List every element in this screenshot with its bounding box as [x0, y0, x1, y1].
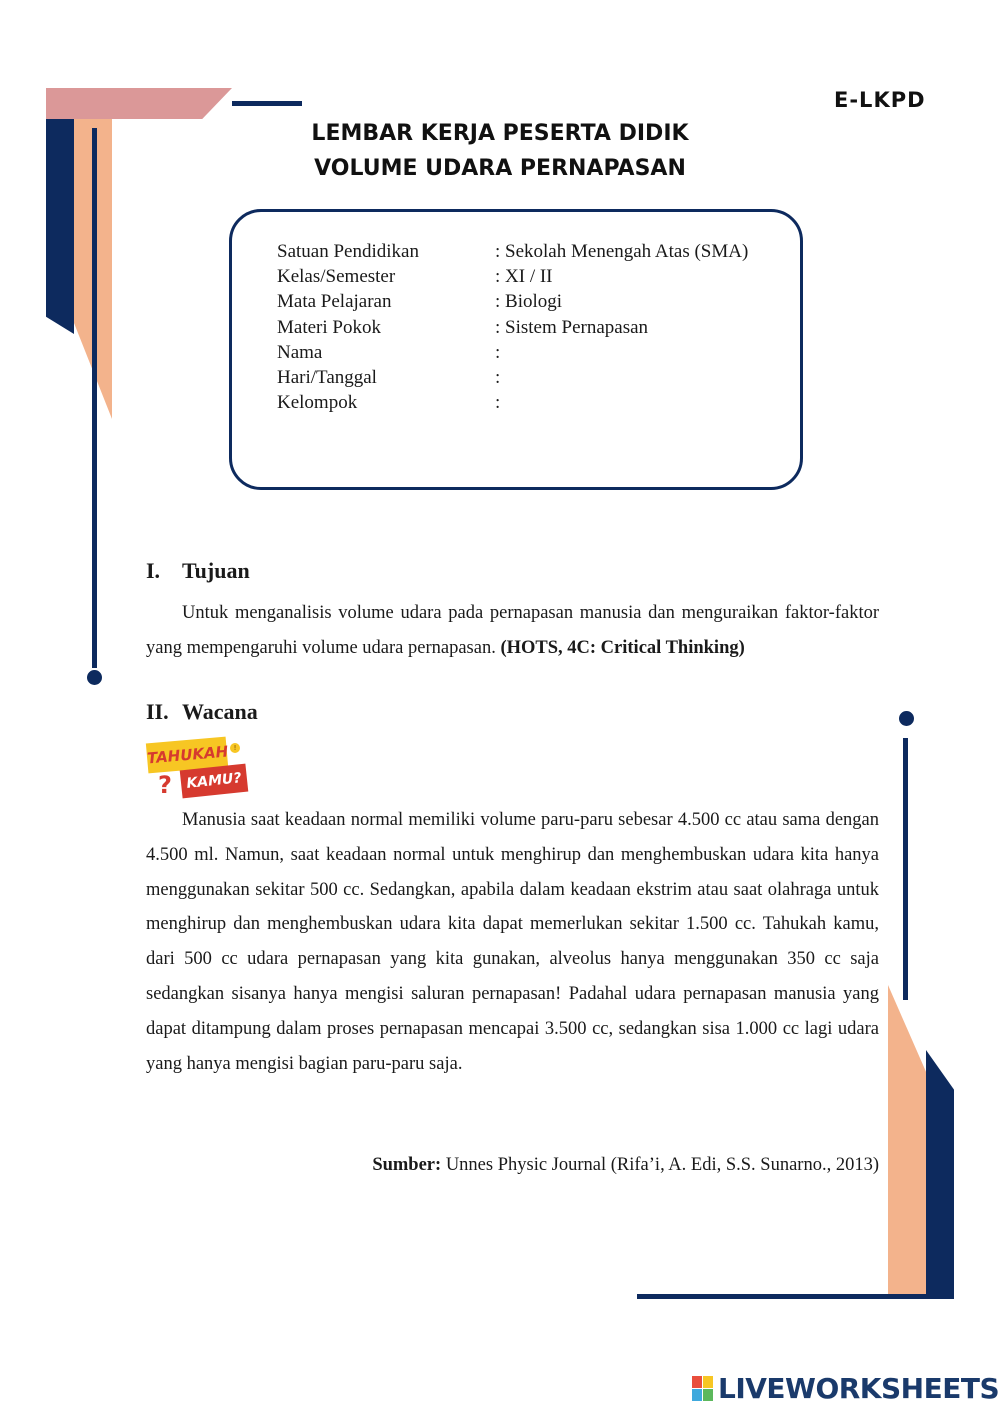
section-title: Tujuan: [182, 558, 250, 583]
decor-navy-vertical-left: [92, 128, 97, 668]
decor-pink-bar: [46, 88, 232, 119]
decor-navy-strip-right: [926, 1050, 954, 1298]
liveworksheets-icon: [692, 1376, 714, 1402]
decor-peach-strip-right: [888, 985, 926, 1295]
identity-value: : Sistem Pernapasan: [495, 316, 649, 338]
wacana-paragraph: Manusia saat keadaan normal memiliki volume paru-paru sebesar 4.500 cc atau sama dengan 4.500 ml. Namun, saat keadaan normal untuk menghirup dan menghembuskan udara kita hanya menggunakan sekitar 500 cc. Sedangkan, apabila dalam keadaan ekstrim atau saat olahraga untuk menghirup dan menghembuskan udara kita dapat memerlukan sekitar 1.500 cc. Tahukah kamu, dari 500 cc udara pernapasan yang kita gunakan, alveolus hanya menggunakan 350 cc saja sedangkan sisanya hanya mengisi saluran pernapasan! Padahal udara pernapasan manusia yang dapat ditampung dalam proses pernapasan mencapai 3.500 cc, sedangkan sisa 1.000 cc lagi udara yang hanya mengisi bagian paru-paru saja.: [146, 810, 879, 1074]
question-mark-icon: ?: [158, 771, 172, 799]
section-number: I.: [146, 558, 161, 583]
section-tujuan-heading: [146, 558, 250, 584]
identity-value: : Sekolah Menengah Atas (SMA): [495, 241, 749, 262]
identity-value: : Biologi: [495, 291, 563, 313]
identity-label: Materi Pokok: [277, 316, 381, 338]
identity-value: :: [495, 341, 501, 363]
source-text: Unnes Physic Journal (Rifa’i, A. Edi, S.S. Sunarno., 2013): [441, 1155, 879, 1175]
page-title-line1: LEMBAR KERJA PESERTA DIDIK: [311, 121, 689, 146]
tujuan-text: Untuk menganalisis volume udara pada pernapasan manusia dan menguraikan faktor-faktor yang mempengaruhi volume udara pernapasan.: [146, 603, 879, 658]
decor-navy-line-bottom: [637, 1294, 954, 1299]
identity-label: Satuan Pendidikan: [277, 241, 419, 262]
badge-top: TAHUKAH: [146, 737, 228, 774]
source-label: Sumber:: [372, 1155, 442, 1175]
identity-label: Mata Pelajaran: [277, 291, 392, 313]
source-citation: [372, 1155, 879, 1176]
identity-value: :: [495, 392, 501, 414]
section-number: II.: [146, 699, 169, 724]
decor-dot-right: [899, 711, 914, 726]
badge-exclaim-dot: !: [230, 743, 240, 753]
decor-navy-strip-left: [46, 119, 74, 334]
tujuan-paragraph: [146, 596, 879, 666]
badge-bottom: KAMU?: [180, 764, 249, 799]
liveworksheets-brand: LIVEWORKSHEETS: [718, 1372, 1000, 1405]
decor-dot-left: [87, 670, 102, 685]
tahukah-kamu-badge: [147, 737, 251, 799]
elkpd-tag: E-LKPD: [834, 88, 926, 112]
section-wacana-heading: [146, 699, 258, 725]
identity-value: :: [495, 367, 501, 388]
identity-value: : XI / II: [495, 266, 553, 288]
identity-label: Nama: [277, 341, 323, 363]
identity-label: Kelompok: [277, 392, 358, 414]
section-title: Wacana: [182, 699, 258, 724]
identity-label: Kelas/Semester: [277, 266, 396, 288]
tujuan-emphasis: (HOTS, 4C: Critical Thinking): [500, 637, 745, 658]
decor-navy-vertical-right: [903, 738, 908, 1000]
decor-navy-line-top: [232, 101, 302, 106]
page-title-line2: VOLUME UDARA PERNAPASAN: [314, 156, 686, 181]
identity-label: Hari/Tanggal: [277, 367, 377, 388]
